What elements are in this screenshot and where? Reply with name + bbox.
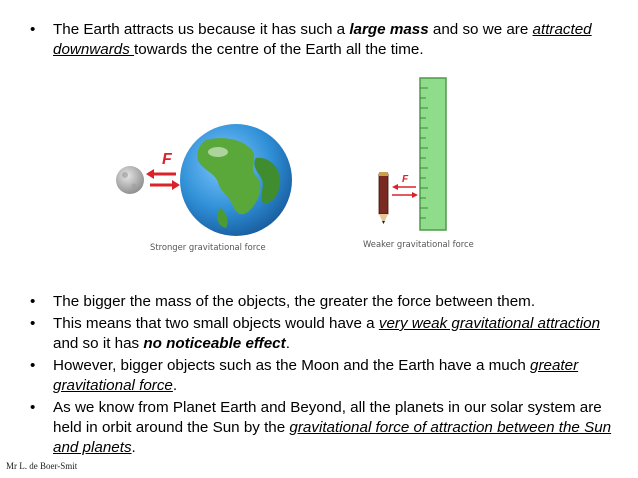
text: The Earth attracts us because it has such a [53,21,350,38]
bullet-moon-earth [30,356,618,396]
underline-weak-attraction: very weak gravitational attraction [378,315,601,332]
bullet-list-bottom [30,292,618,460]
text: . [131,439,136,456]
text: The bigger the mass of the objects, the greater the force between them. [53,293,536,310]
underline-sun-planets: gravitational force of attraction between the Sun and planets [53,419,612,456]
bullet-marker: • [30,293,36,310]
ruler-icon [420,78,446,230]
force-label: F [402,174,409,185]
bullet-small-objects [30,314,618,354]
underline-greater-force: greater gravitational force [53,357,579,394]
text: As we know from Planet Earth and Beyond, all the planets in our solar system are held in orbit around the Sun by the [53,399,602,436]
underline-attracted-downwards: attracted downwards [53,21,592,58]
bullet-earth-attracts [30,20,618,60]
caption-weaker: Weaker gravitational force [363,239,474,249]
caption-stronger: Stronger gravitational force [150,242,266,252]
text: . [172,377,178,394]
figure-moon-earth [110,118,310,258]
force-arrows-icon [146,169,180,190]
text: However, bigger objects such as the Moon and the Earth have a much [53,357,530,374]
force-label: F [162,151,172,168]
text: and so it has [53,335,144,352]
bullet-mass-force [30,292,618,312]
bullet-marker: • [30,315,36,332]
author-credit: Mr L. de Boer-Smit [6,461,78,471]
bullet-marker: • [30,357,36,374]
bullet-list-top [30,20,618,60]
text: and so we are [428,21,533,38]
moon-icon [116,166,144,194]
pencil-icon [379,172,388,224]
bullet-planets [30,398,618,458]
text: This means that two small objects would have a [53,315,379,332]
text: towards the centre of the Earth all the time. [134,41,424,58]
emphasis-no-effect: no noticeable effect [143,335,286,352]
bullet-marker: • [30,21,36,38]
earth-icon [180,124,292,236]
figure-pencil-ruler [370,76,470,236]
bullet-marker: • [30,399,36,416]
emphasis-large-mass: large mass [349,21,429,38]
text: . [285,335,290,352]
force-arrows-icon [392,184,418,198]
